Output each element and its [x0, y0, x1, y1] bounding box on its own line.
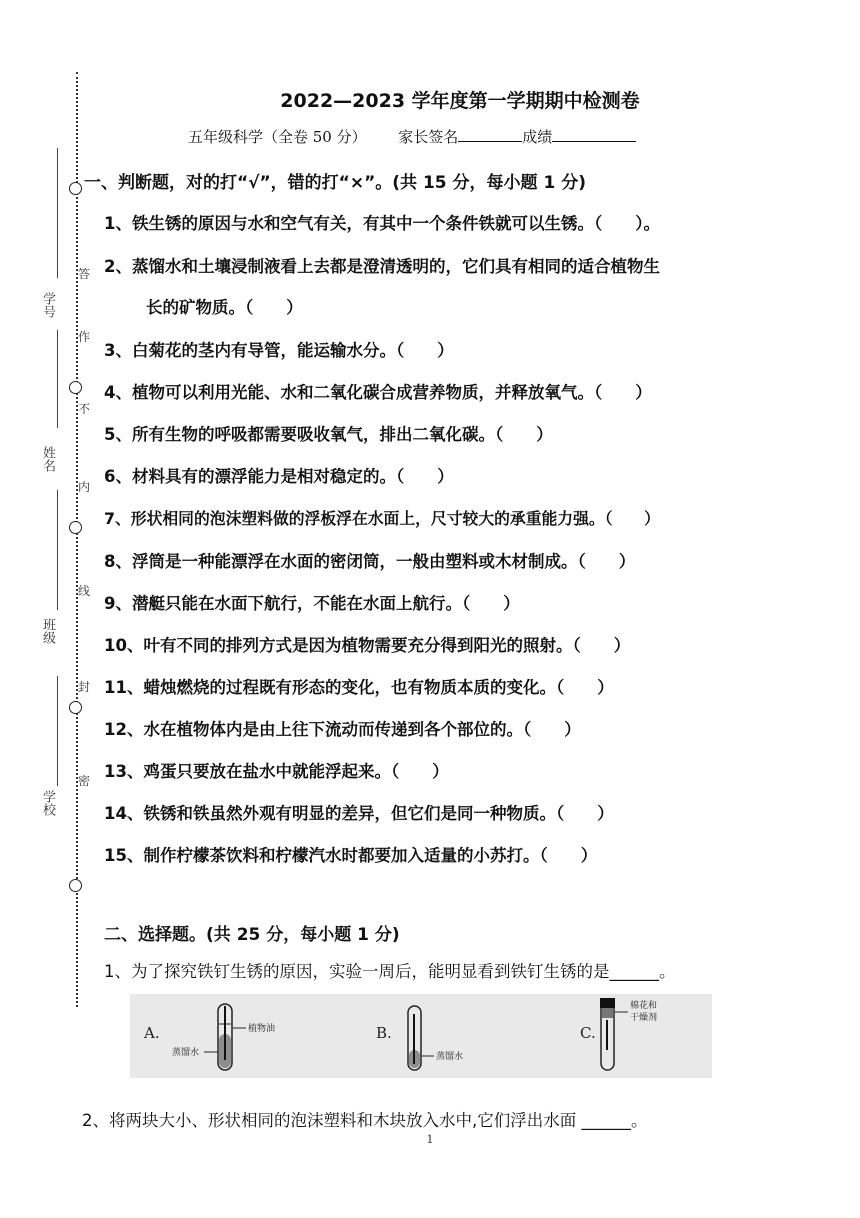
class-label: 班级 — [40, 618, 55, 644]
binding-hole — [69, 521, 82, 534]
option-c-cotton-label: 棉花和 — [630, 1001, 658, 1011]
question-8: 8、浮筒是一种能漂浮在水面的密闭筒，一般由塑料或木材制成。（ ） — [104, 552, 636, 571]
parent-sign-label: 家长签名 — [398, 128, 459, 146]
parent-sign-blank[interactable] — [458, 127, 522, 142]
id-write-line[interactable] — [57, 148, 58, 278]
binding-hole — [69, 879, 82, 892]
seal-char: 作 — [78, 330, 91, 344]
question-5: 5、所有生物的呼吸都需要吸收氧气，排出二氧化碳。（ ） — [104, 425, 553, 444]
seal-char: 线 — [78, 584, 91, 598]
binding-hole — [69, 701, 82, 714]
question-2: 2、蒸馏水和土壤浸制液看上去都是澄清透明的，它们具有相同的适合植物生 — [104, 257, 660, 276]
binding-hole — [69, 182, 82, 195]
question-4: 4、植物可以利用光能、水和二氧化碳合成营养物质，并释放氧气。（ ） — [104, 383, 652, 402]
test-tube-figure — [130, 994, 712, 1078]
name-label: 姓名 — [40, 446, 55, 472]
option-a-label: A. — [144, 1024, 160, 1042]
school-write-line[interactable] — [57, 676, 58, 786]
question-12: 12、水在植物体内是由上往下流动而传递到各个部位的。（ ） — [104, 720, 581, 739]
seal-char: 密 — [78, 774, 91, 788]
binding-hole — [69, 381, 82, 394]
question-1: 1、铁生锈的原因与水和空气有关，有其中一个条件铁就可以生锈。（ ）。 — [104, 214, 660, 233]
option-b-label: B. — [376, 1024, 392, 1042]
seal-char: 封 — [78, 680, 91, 694]
question-6: 6、材料具有的漂浮能力是相对稳定的。（ ） — [104, 467, 454, 486]
option-a-water-label: 蒸馏水 — [172, 1048, 200, 1058]
class-write-line[interactable] — [57, 490, 58, 610]
question-11: 11、蜡烛燃烧的过程既有形态的变化，也有物质本质的变化。（ ） — [104, 678, 614, 697]
grade-subject: 五年级科学（全卷 50 分） — [188, 128, 367, 146]
option-b-water-label: 蒸馏水 — [436, 1052, 464, 1062]
question-14: 14、铁锈和铁虽然外观有明显的差异，但它们是同一种物质。（ ） — [104, 804, 614, 823]
question-10: 10、叶有不同的排列方式是因为植物需要充分得到阳光的照射。（ ） — [104, 636, 631, 655]
seal-char: 内 — [78, 480, 91, 494]
name-write-line[interactable] — [57, 330, 58, 428]
section-1-heading: 一、判断题，对的打“√”，错的打“×”。(共 15 分，每小题 1 分) — [84, 173, 586, 193]
page-number: 1 — [426, 1133, 434, 1146]
student-id-label: 学号 — [40, 292, 55, 318]
score-blank[interactable] — [552, 127, 636, 142]
choice-question-1: 1、为了探究铁钉生锈的原因，实验一周后，能明显看到铁钉生锈的是______。 — [104, 962, 676, 981]
option-c-desiccant-label: 干燥剂 — [630, 1013, 658, 1023]
option-a-oil-label: 植物油 — [248, 1024, 276, 1034]
section-2-heading: 二、选择题。(共 25 分，每小题 1 分) — [104, 925, 400, 945]
question-9: 9、潜艇只能在水面下航行，不能在水面上航行。（ ） — [104, 594, 520, 613]
question-2-cont: 长的矿物质。（ ） — [146, 298, 303, 317]
choice-question-2: 2、将两块大小、形状相同的泡沫塑料和木块放入水中,它们浮出水面 ______。 — [82, 1111, 648, 1130]
question-3: 3、白菊花的茎内有导管，能运输水分。（ ） — [104, 341, 454, 360]
binding-dotted-line — [76, 72, 78, 1007]
test-tube-diagram — [130, 994, 712, 1078]
question-7: 7、形状相同的泡沫塑料做的浮板浮在水面上，尺寸较大的承重能力强。（ ） — [104, 509, 660, 528]
exam-title: 2022—2023 学年度第一学期期中检测卷 — [280, 90, 640, 112]
option-c-label: C. — [580, 1024, 596, 1042]
question-15: 15、制作柠檬茶饮料和柠檬汽水时都要加入适量的小苏打。（ ） — [104, 846, 598, 865]
score-label: 成绩 — [522, 128, 553, 146]
exam-subtitle — [188, 126, 636, 147]
school-label: 学校 — [40, 790, 55, 816]
seal-char: 答 — [78, 267, 91, 281]
question-13: 13、鸡蛋只要放在盐水中就能浮起来。（ ） — [104, 762, 449, 781]
seal-char: 不 — [78, 402, 91, 416]
